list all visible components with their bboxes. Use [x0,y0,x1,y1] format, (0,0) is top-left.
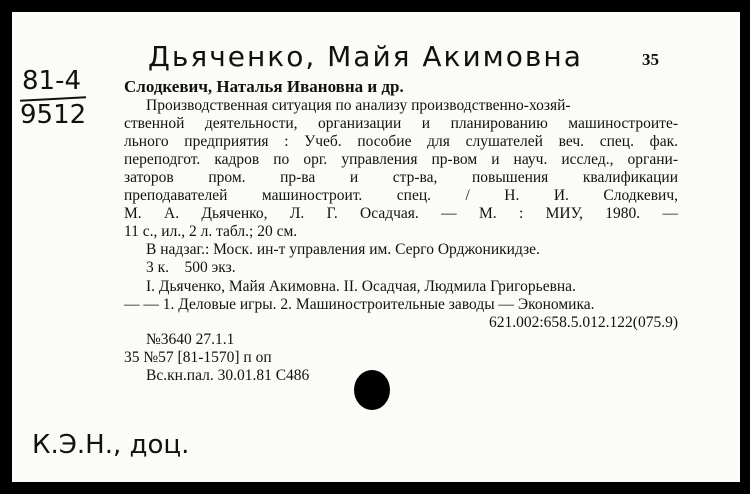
udc-index: 621.002:658.5.012.122(075.9) [488,314,678,331]
body-line-4: переподгот. кадров по орг. управления пр-вом и науч. исслед., органи- [124,151,678,168]
service-line-3: Вс.кн.пал. 30.01.81 С486 [146,367,310,384]
card-number-stamp: 35 [642,50,659,69]
handwritten-shelf-code-bottom: 9512 [20,100,87,130]
tracing-added-entries: I. Дьяченко, Майя Акимовна. II. Осадчая, Людмила Григорьевна. [146,278,576,295]
card-heading-author: Слодкевич, Наталья Ивановна и др. [124,77,404,96]
tracing-subjects: — — 1. Деловые игры. 2. Машиностроительные заводы — Экономика. [124,296,595,313]
handwritten-degree-note: К.Э.Н., доц. [32,430,190,460]
series-note: В надзаг.: Моск. ин-т управления им. Серго Орджоникидзе. [146,241,540,258]
body-line-8: 11 с., ил., 2 л. табл.; 20 см. [124,223,298,240]
service-line-1: №3640 27.1.1 [146,331,235,348]
punch-hole [354,370,390,410]
scan-border-left [0,0,12,494]
service-line-2: 35 №57 [81-1570] п оп [124,349,272,366]
body-line-3: льного предприятия : Учеб. пособие для слушателей веч. спец. фак. [124,133,678,150]
handwritten-shelf-code-top: 81-4 [22,66,82,96]
scan-border-right [740,0,750,494]
body-line-6: преподавателей машиностроит. спец. / Н. И. Слодкевич, [124,187,678,204]
copies-info: 3 к. 500 экз. [146,259,236,276]
body-line-7: М. А. Дьяченко, Л. Г. Осадчая. — М. : МИУ, 1980. — [124,205,678,222]
handwritten-author-name: Дьяченко, Майя Акимовна [148,40,583,73]
body-line-5: заторов пром. пр-ва и стр-ва, повышения квалификации [124,169,678,186]
body-line-1: Производственная ситуация по анализу производственно-хозяй- [146,97,571,114]
scan-border-bottom [0,482,750,494]
body-line-2: ственной деятельности, организации и планированию машиностроите- [124,115,678,132]
